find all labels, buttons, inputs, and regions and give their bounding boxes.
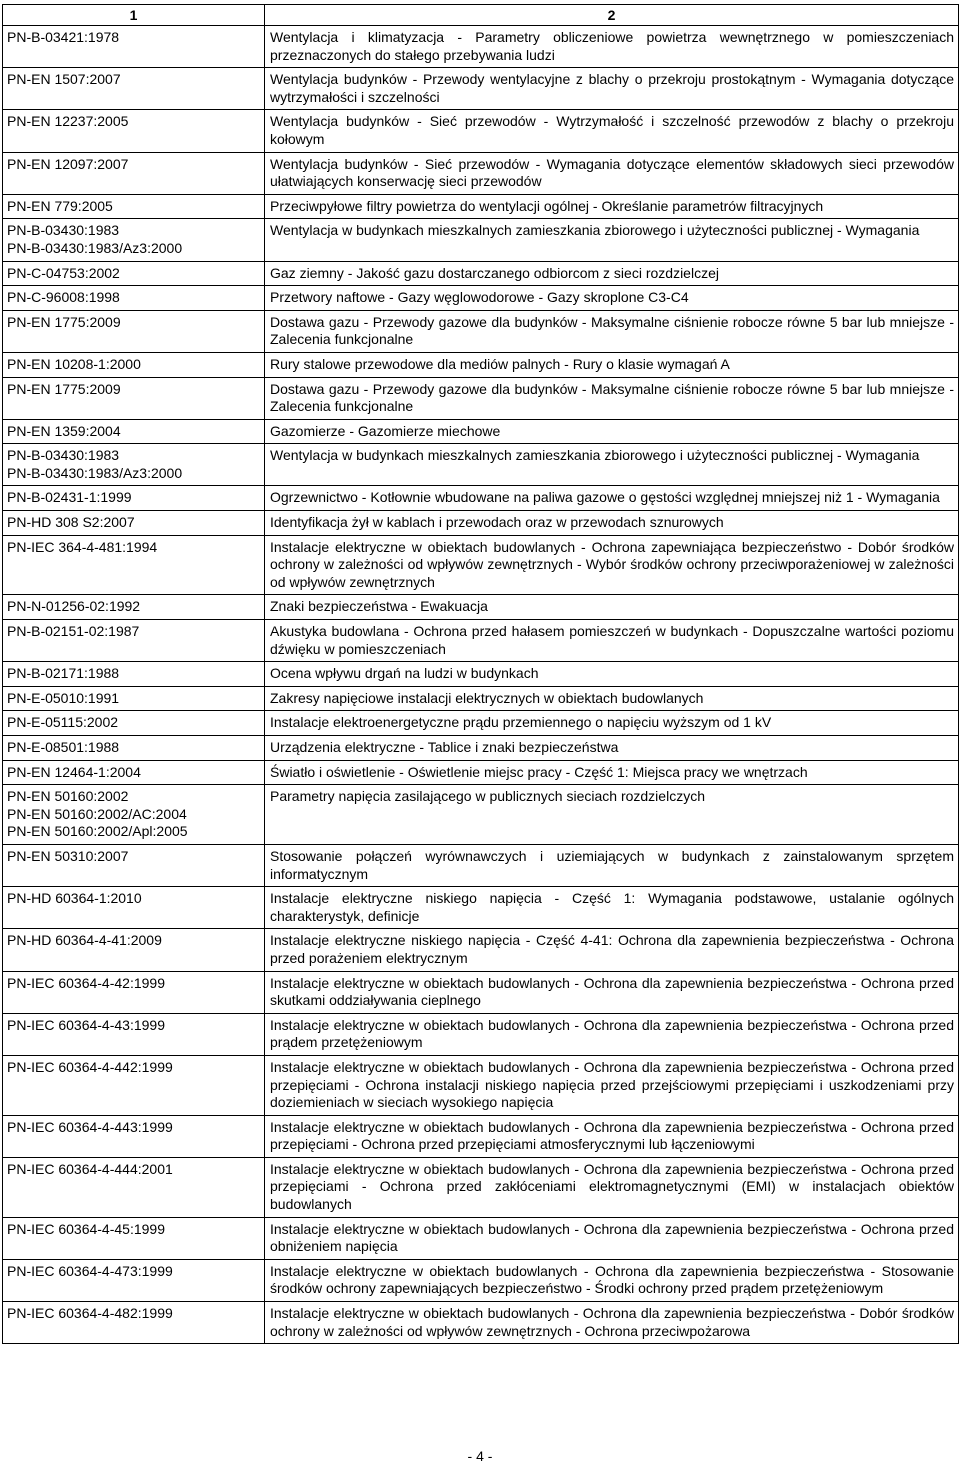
- standard-title: Wentylacja w budynkach mieszkalnych zamieszkania zbiorowego i użyteczności publicznej - Wymagania: [265, 219, 959, 261]
- standard-number: PN-B-02171:1988: [3, 662, 265, 687]
- standard-title: Urządzenia elektryczne - Tablice i znaki bezpieczeństwa: [265, 736, 959, 761]
- table-row: [3, 760, 959, 785]
- table-row: [3, 1013, 959, 1055]
- standard-title: Instalacje elektryczne w obiektach budowlanych - Ochrona dla zapewnienia bezpieczeństwa - Ochrona przed przepięciami - Ochrona przed zakłóceniami elektromagnetycznymi (EMI) w instalacjach obiektów budowlanych: [265, 1157, 959, 1217]
- table-row: [3, 1259, 959, 1301]
- standard-title: Instalacje elektryczne w obiektach budowlanych - Ochrona dla zapewnienia bezpieczeństwa - Ochrona przed obniżeniem napięcia: [265, 1217, 959, 1259]
- standard-number: PN-HD 308 S2:2007: [3, 511, 265, 536]
- table-row: [3, 844, 959, 886]
- standard-title: Wentylacja i klimatyzacja - Parametry obliczeniowe powietrza wewnętrznego w pomieszczeniach przeznaczonych do stałego przebywania ludzi: [265, 26, 959, 68]
- standard-title: Wentylacja w budynkach mieszkalnych zamieszkania zbiorowego i użyteczności publicznej - Wymagania: [265, 444, 959, 486]
- standard-number: PN-E-08501:1988: [3, 736, 265, 761]
- standard-number: PN-EN 12097:2007: [3, 152, 265, 194]
- standard-number: PN-IEC 60364-4-473:1999: [3, 1259, 265, 1301]
- standard-title: Rury stalowe przewodowe dla mediów palnych - Rury o klasie wymagań A: [265, 352, 959, 377]
- standard-number: PN-E-05115:2002: [3, 711, 265, 736]
- standard-number: PN-IEC 60364-4-482:1999: [3, 1302, 265, 1344]
- standard-title: Dostawa gazu - Przewody gazowe dla budynków - Maksymalne ciśnienie robocze równe 5 bar lub mniejsze - Zalecenia funkcjonalne: [265, 377, 959, 419]
- standard-title: Instalacje elektryczne w obiektach budowlanych - Ochrona dla zapewnienia bezpieczeństwa - Dobór środków ochrony w zależności od wpływów zewnętrznych - Ochrona przeciwpożarowa: [265, 1302, 959, 1344]
- standard-number: PN-B-02151-02:1987: [3, 620, 265, 662]
- standard-title: Zakresy napięciowe instalacji elektrycznych w obiektach budowlanych: [265, 686, 959, 711]
- standard-number: PN-C-96008:1998: [3, 286, 265, 311]
- standard-number: PN-EN 50160:2002 PN-EN 50160:2002/AC:2004 PN-EN 50160:2002/Apl:2005: [3, 785, 265, 845]
- standard-title: Parametry napięcia zasilającego w publicznych sieciach rozdzielczych: [265, 785, 959, 845]
- table-row: [3, 68, 959, 110]
- table-row: [3, 1055, 959, 1115]
- standard-title: Gazomierze - Gazomierze miechowe: [265, 419, 959, 444]
- standard-title: Gaz ziemny - Jakość gazu dostarczanego odbiorcom z sieci rozdzielczej: [265, 261, 959, 286]
- table-row: [3, 152, 959, 194]
- standard-number: PN-C-04753:2002: [3, 261, 265, 286]
- table-row: [3, 686, 959, 711]
- table-row: [3, 662, 959, 687]
- standard-number: PN-EN 1507:2007: [3, 68, 265, 110]
- standard-title: Instalacje elektryczne niskiego napięcia - Część 4-41: Ochrona dla zapewnienia bezpieczeństwa - Ochrona przed porażeniem elektrycznym: [265, 929, 959, 971]
- standard-title: Instalacje elektryczne w obiektach budowlanych - Ochrona zapewniająca bezpieczeństwo - Dobór środków ochrony w zależności od wpływów zewnętrznych - Wybór środków ochrony przeciwporażeniowej w zależności od wpływów zewnętrznych: [265, 535, 959, 595]
- table-row: [3, 711, 959, 736]
- table-row: [3, 929, 959, 971]
- standard-number: PN-B-03430:1983 PN-B-03430:1983/Az3:2000: [3, 219, 265, 261]
- table-row: [3, 310, 959, 352]
- standard-title: Instalacje elektroenergetyczne prądu przemiennego o napięciu wyższym od 1 kV: [265, 711, 959, 736]
- standard-title: Wentylacja budynków - Sieć przewodów - Wymagania dotyczące elementów składowych sieci przewodów ułatwiających konserwację sieci przewodów: [265, 152, 959, 194]
- table-row: [3, 971, 959, 1013]
- standard-number: PN-EN 50310:2007: [3, 844, 265, 886]
- standard-title: Wentylacja budynków - Przewody wentylacyjne z blachy o przekroju prostokątnym - Wymagania dotyczące wytrzymałości i szczelności: [265, 68, 959, 110]
- standard-title: Wentylacja budynków - Sieć przewodów - Wytrzymałość i szczelność przewodów z blachy o przekroju kołowym: [265, 110, 959, 152]
- table-row: [3, 1115, 959, 1157]
- standard-title: Ocena wpływu drgań na ludzi w budynkach: [265, 662, 959, 687]
- standard-title: Instalacje elektryczne w obiektach budowlanych - Ochrona dla zapewnienia bezpieczeństwa - Ochrona przed skutkami oddziaływania cieplnego: [265, 971, 959, 1013]
- standard-number: PN-B-03421:1978: [3, 26, 265, 68]
- table-row: [3, 595, 959, 620]
- standards-table: [2, 4, 959, 1344]
- standard-number: PN-EN 779:2005: [3, 194, 265, 219]
- standard-number: PN-HD 60364-1:2010: [3, 887, 265, 929]
- table-row: [3, 511, 959, 536]
- header-row: [3, 5, 959, 26]
- standard-number: PN-B-03430:1983 PN-B-03430:1983/Az3:2000: [3, 444, 265, 486]
- standard-title: Instalacje elektryczne w obiektach budowlanych - Ochrona dla zapewnienia bezpieczeństwa - Ochrona przed przepięciami - Ochrona instalacji niskiego napięcia przed przejściowymi przepięciami i uszkodzeniami przy doziemieniach w sieciach wysokiego napięcia: [265, 1055, 959, 1115]
- standard-title: Dostawa gazu - Przewody gazowe dla budynków - Maksymalne ciśnienie robocze równe 5 bar lub mniejsze - Zalecenia funkcjonalne: [265, 310, 959, 352]
- standard-title: Akustyka budowlana - Ochrona przed hałasem pomieszczeń w budynkach - Dopuszczalne wartości poziomu dźwięku w pomieszczeniach: [265, 620, 959, 662]
- standard-number: PN-E-05010:1991: [3, 686, 265, 711]
- standard-title: Znaki bezpieczeństwa - Ewakuacja: [265, 595, 959, 620]
- standard-title: Instalacje elektryczne niskiego napięcia - Część 1: Wymagania podstawowe, ustalanie ogólnych charakterystyk, definicje: [265, 887, 959, 929]
- standard-number: PN-N-01256-02:1992: [3, 595, 265, 620]
- table-row: [3, 535, 959, 595]
- table-row: [3, 352, 959, 377]
- standard-number: PN-IEC 60364-4-42:1999: [3, 971, 265, 1013]
- table-row: [3, 486, 959, 511]
- table-row: [3, 194, 959, 219]
- standard-title: Przetwory naftowe - Gazy węglowodorowe - Gazy skroplone C3-C4: [265, 286, 959, 311]
- standard-number: PN-IEC 60364-4-45:1999: [3, 1217, 265, 1259]
- table-row: [3, 110, 959, 152]
- standard-title: Stosowanie połączeń wyrównawczych i uziemiających w budynkach z zainstalowanym sprzętem informatycznym: [265, 844, 959, 886]
- table-row: [3, 785, 959, 845]
- standard-title: Identyfikacja żył w kablach i przewodach oraz w przewodach sznurowych: [265, 511, 959, 536]
- standard-number: PN-IEC 60364-4-442:1999: [3, 1055, 265, 1115]
- table-row: [3, 419, 959, 444]
- standard-number: PN-EN 1775:2009: [3, 377, 265, 419]
- standard-number: PN-IEC 364-4-481:1994: [3, 535, 265, 595]
- standard-number: PN-EN 12464-1:2004: [3, 760, 265, 785]
- standard-title: Instalacje elektryczne w obiektach budowlanych - Ochrona dla zapewnienia bezpieczeństwa - Stosowanie środków ochrony zapewniających bezpieczeństwo - Środki ochrony przed prądem przetężeniowym: [265, 1259, 959, 1301]
- table-row: [3, 1302, 959, 1344]
- table-row: [3, 1217, 959, 1259]
- standard-number: PN-IEC 60364-4-43:1999: [3, 1013, 265, 1055]
- page-number: - 4 -: [467, 1448, 493, 1464]
- standard-number: PN-IEC 60364-4-444:2001: [3, 1157, 265, 1217]
- standard-number: PN-IEC 60364-4-443:1999: [3, 1115, 265, 1157]
- standard-number: PN-EN 12237:2005: [3, 110, 265, 152]
- table-row: [3, 286, 959, 311]
- standard-title: Przeciwpyłowe filtry powietrza do wentylacji ogólnej - Określanie parametrów filtracyjnych: [265, 194, 959, 219]
- table-row: [3, 261, 959, 286]
- standard-number: PN-EN 1359:2004: [3, 419, 265, 444]
- table-row: [3, 1157, 959, 1217]
- standard-title: Ogrzewnictwo - Kotłownie wbudowane na paliwa gazowe o gęstości względnej mniejszej niż 1 - Wymagania: [265, 486, 959, 511]
- table-row: [3, 887, 959, 929]
- table-row: [3, 377, 959, 419]
- table-row: [3, 219, 959, 261]
- standard-number: PN-EN 10208-1:2000: [3, 352, 265, 377]
- column-header-title: 2: [265, 5, 959, 26]
- standard-number: PN-HD 60364-4-41:2009: [3, 929, 265, 971]
- table-row: [3, 620, 959, 662]
- standard-title: Światło i oświetlenie - Oświetlenie miejsc pracy - Część 1: Miejsca pracy we wnętrzach: [265, 760, 959, 785]
- standard-title: Instalacje elektryczne w obiektach budowlanych - Ochrona dla zapewnienia bezpieczeństwa - Ochrona przed prądem przetężeniowym: [265, 1013, 959, 1055]
- standard-title: Instalacje elektryczne w obiektach budowlanych - Ochrona dla zapewnienia bezpieczeństwa - Ochrona przed przepięciami - Ochrona przed przepięciami atmosferycznymi lub łączeniowymi: [265, 1115, 959, 1157]
- column-header-number: 1: [3, 5, 265, 26]
- table-row: [3, 26, 959, 68]
- table-row: [3, 444, 959, 486]
- standard-number: PN-EN 1775:2009: [3, 310, 265, 352]
- table-row: [3, 736, 959, 761]
- standard-number: PN-B-02431-1:1999: [3, 486, 265, 511]
- table-body: [3, 26, 959, 1344]
